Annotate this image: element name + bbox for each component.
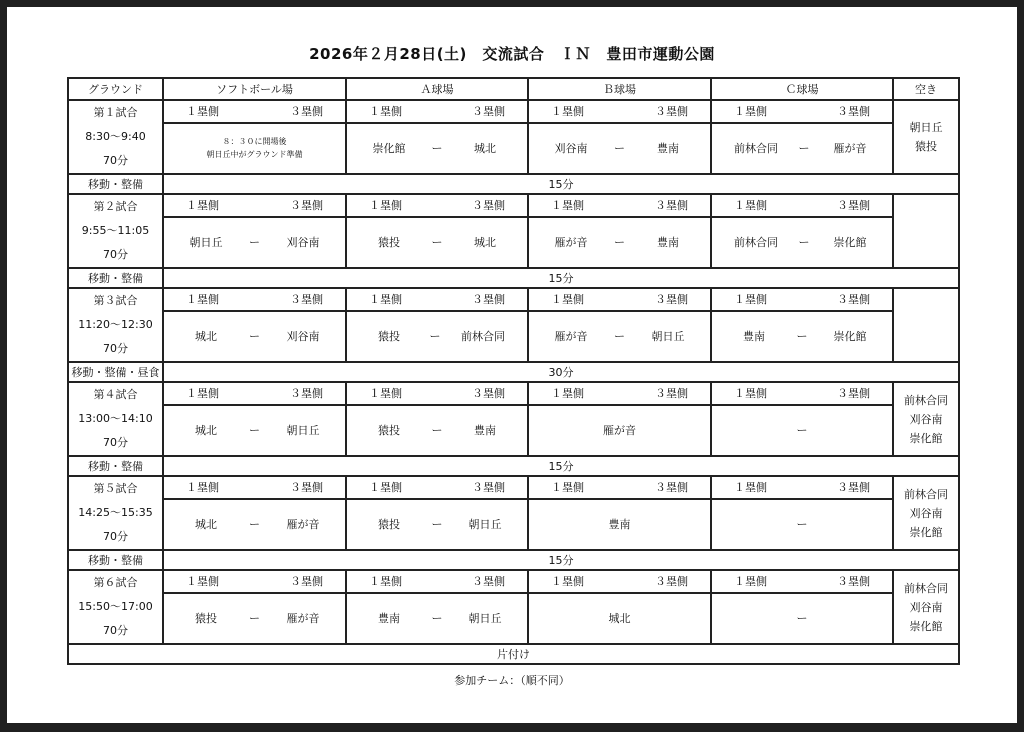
first-base-side-label: １塁側 bbox=[369, 387, 402, 401]
versus-dash: ー bbox=[249, 236, 260, 250]
game-single: 城北 bbox=[608, 612, 631, 626]
game-cell bbox=[528, 593, 711, 644]
game-cell bbox=[346, 405, 528, 456]
slot-match-row bbox=[68, 593, 959, 644]
slot-name: 第５試合 bbox=[93, 482, 138, 495]
game-cell bbox=[711, 217, 893, 268]
team-first-base: 城北 bbox=[195, 518, 217, 532]
slot-side-row bbox=[68, 382, 959, 405]
matchup bbox=[712, 234, 892, 250]
team-first-base: 刈谷南 bbox=[554, 142, 588, 156]
available-team: 刈谷南 bbox=[909, 600, 943, 614]
third-base-side-label: ３塁側 bbox=[837, 481, 870, 495]
side-labels bbox=[163, 288, 346, 311]
header-ground: グラウンド bbox=[68, 78, 163, 100]
first-base-side-label: １塁側 bbox=[734, 105, 767, 119]
side-labels bbox=[711, 288, 893, 311]
side-pair bbox=[164, 291, 345, 308]
side-pair bbox=[529, 291, 710, 308]
available-team: 崇化館 bbox=[909, 431, 943, 445]
team-third-base: 朝日丘 bbox=[286, 424, 320, 438]
versus-dash: ー bbox=[614, 330, 625, 344]
available-team: 崇化館 bbox=[909, 525, 943, 539]
slot-match-row bbox=[68, 311, 959, 362]
break-row bbox=[68, 456, 959, 476]
slot-duration: 70分 bbox=[103, 154, 128, 167]
game-note: ８：３０に開場後 bbox=[222, 137, 287, 147]
slot-name: 第２試合 bbox=[93, 200, 138, 213]
matchup bbox=[347, 516, 527, 532]
first-base-side-label: １塁側 bbox=[551, 387, 584, 401]
game-single: ー bbox=[796, 612, 808, 626]
matchup bbox=[164, 516, 345, 532]
game-note: 朝日丘中がグラウンド準備 bbox=[206, 150, 303, 160]
team-first-base: 朝日丘 bbox=[189, 236, 223, 250]
slot-match-row bbox=[68, 217, 959, 268]
side-labels bbox=[711, 570, 893, 593]
versus-dash: ー bbox=[429, 330, 441, 344]
matchup bbox=[164, 422, 345, 438]
team-first-base: 前林合同 bbox=[734, 142, 778, 156]
side-pair bbox=[712, 385, 892, 402]
side-labels bbox=[528, 100, 711, 123]
third-base-side-label: ３塁側 bbox=[290, 105, 323, 119]
available-teams bbox=[893, 570, 959, 644]
break-duration: 15分 bbox=[163, 456, 959, 476]
third-base-side-label: ３塁側 bbox=[290, 575, 323, 589]
game-cell bbox=[346, 499, 528, 550]
first-base-side-label: １塁側 bbox=[369, 481, 402, 495]
side-labels bbox=[528, 476, 711, 499]
side-pair bbox=[347, 385, 527, 402]
slot-info bbox=[68, 288, 163, 362]
side-pair bbox=[347, 103, 527, 120]
schedule-table bbox=[67, 77, 960, 665]
versus-dash: ー bbox=[249, 612, 260, 626]
break-duration: 15分 bbox=[163, 550, 959, 570]
header-field-b: Ｂ球場 bbox=[528, 78, 711, 100]
available-team: 刈谷南 bbox=[909, 506, 943, 520]
first-base-side-label: １塁側 bbox=[186, 481, 219, 495]
first-base-side-label: １塁側 bbox=[186, 105, 219, 119]
matchup bbox=[347, 422, 527, 438]
break-label: 移動・整備 bbox=[68, 456, 163, 476]
team-first-base: 城北 bbox=[195, 330, 217, 344]
side-labels bbox=[346, 382, 528, 405]
side-labels bbox=[528, 570, 711, 593]
available-team: 前林合同 bbox=[904, 487, 948, 501]
side-pair bbox=[712, 103, 892, 120]
first-base-side-label: １塁側 bbox=[734, 293, 767, 307]
third-base-side-label: ３塁側 bbox=[290, 481, 323, 495]
matchup bbox=[712, 140, 892, 156]
third-base-side-label: ３塁側 bbox=[472, 481, 505, 495]
break-duration: 30分 bbox=[163, 362, 959, 382]
available-teams bbox=[893, 288, 959, 362]
matchup bbox=[712, 328, 892, 344]
available-team: 崇化館 bbox=[909, 619, 943, 633]
third-base-side-label: ３塁側 bbox=[472, 387, 505, 401]
versus-dash: ー bbox=[431, 424, 443, 438]
versus-dash: ー bbox=[249, 330, 260, 344]
slot-info bbox=[68, 476, 163, 550]
side-pair bbox=[347, 197, 527, 214]
side-pair bbox=[529, 103, 710, 120]
side-pair bbox=[164, 103, 345, 120]
team-first-base: 前林合同 bbox=[734, 236, 778, 250]
side-labels bbox=[528, 382, 711, 405]
third-base-side-label: ３塁側 bbox=[655, 481, 688, 495]
available-team: 前林合同 bbox=[904, 393, 948, 407]
side-labels bbox=[346, 476, 528, 499]
slot-side-row bbox=[68, 194, 959, 217]
game-cell bbox=[711, 499, 893, 550]
game-cell bbox=[163, 593, 346, 644]
team-third-base: 豊南 bbox=[657, 142, 679, 156]
team-first-base: 猿投 bbox=[378, 424, 400, 438]
header-available: 空き bbox=[893, 78, 959, 100]
first-base-side-label: １塁側 bbox=[734, 199, 767, 213]
side-labels bbox=[163, 382, 346, 405]
side-labels bbox=[346, 288, 528, 311]
team-third-base: 雁が音 bbox=[833, 142, 867, 156]
team-third-base: 前林合同 bbox=[461, 330, 505, 344]
first-base-side-label: １塁側 bbox=[186, 387, 219, 401]
first-base-side-label: １塁側 bbox=[734, 575, 767, 589]
side-labels bbox=[163, 100, 346, 123]
matchup bbox=[529, 140, 710, 156]
header-field-c: Ｃ球場 bbox=[711, 78, 893, 100]
versus-dash: ー bbox=[249, 518, 260, 532]
first-base-side-label: １塁側 bbox=[186, 199, 219, 213]
first-base-side-label: １塁側 bbox=[734, 387, 767, 401]
matchup bbox=[347, 234, 527, 250]
team-first-base: 猿投 bbox=[378, 518, 400, 532]
slot-match-row bbox=[68, 405, 959, 456]
break-label: 移動・整備 bbox=[68, 174, 163, 194]
team-first-base: 城北 bbox=[195, 424, 217, 438]
versus-dash: ー bbox=[431, 236, 443, 250]
side-labels bbox=[711, 194, 893, 217]
team-third-base: 城北 bbox=[474, 142, 496, 156]
slot-time: 15:50～17:00 bbox=[78, 600, 153, 613]
slot-duration: 70分 bbox=[103, 248, 128, 261]
side-pair bbox=[712, 197, 892, 214]
side-labels bbox=[711, 382, 893, 405]
third-base-side-label: ３塁側 bbox=[655, 199, 688, 213]
team-third-base: 雁が音 bbox=[286, 612, 320, 626]
side-pair bbox=[347, 479, 527, 496]
side-pair bbox=[529, 197, 710, 214]
third-base-side-label: ３塁側 bbox=[472, 105, 505, 119]
available-teams bbox=[893, 476, 959, 550]
side-pair bbox=[347, 573, 527, 590]
team-third-base: 朝日丘 bbox=[468, 612, 502, 626]
third-base-side-label: ３塁側 bbox=[837, 575, 870, 589]
game-single: ー bbox=[796, 518, 808, 532]
game-cell bbox=[163, 405, 346, 456]
slot-time: 11:20～12:30 bbox=[78, 318, 153, 331]
slot-info bbox=[68, 194, 163, 268]
first-base-side-label: １塁側 bbox=[186, 575, 219, 589]
side-pair bbox=[529, 479, 710, 496]
game-cell bbox=[163, 217, 346, 268]
side-labels bbox=[711, 100, 893, 123]
slot-time: 8:30～9:40 bbox=[85, 130, 146, 143]
game-cell bbox=[346, 217, 528, 268]
side-pair bbox=[712, 291, 892, 308]
versus-dash: ー bbox=[249, 424, 260, 438]
available-team: 刈谷南 bbox=[909, 412, 943, 426]
slot-duration: 70分 bbox=[103, 436, 128, 449]
break-label: 移動・整備 bbox=[68, 268, 163, 288]
slot-name: 第１試合 bbox=[93, 106, 138, 119]
third-base-side-label: ３塁側 bbox=[655, 105, 688, 119]
first-base-side-label: １塁側 bbox=[551, 293, 584, 307]
break-row bbox=[68, 268, 959, 288]
side-pair bbox=[529, 385, 710, 402]
break-label: 移動・整備・昼食 bbox=[68, 362, 163, 382]
side-labels bbox=[163, 194, 346, 217]
side-pair bbox=[164, 573, 345, 590]
available-team: 猿投 bbox=[915, 140, 937, 153]
game-cell bbox=[163, 123, 346, 174]
slot-info bbox=[68, 100, 163, 174]
third-base-side-label: ３塁側 bbox=[472, 199, 505, 213]
break-row bbox=[68, 174, 959, 194]
matchup bbox=[529, 328, 710, 344]
game-cell bbox=[528, 123, 711, 174]
team-third-base: 刈谷南 bbox=[286, 330, 320, 344]
game-single: 豊南 bbox=[608, 518, 631, 532]
game-cell bbox=[163, 499, 346, 550]
third-base-side-label: ３塁側 bbox=[837, 293, 870, 307]
slot-duration: 70分 bbox=[103, 530, 128, 543]
side-pair bbox=[712, 573, 892, 590]
game-single: ー bbox=[796, 424, 808, 438]
game-cell bbox=[711, 405, 893, 456]
available-teams bbox=[893, 194, 959, 268]
break-row bbox=[68, 550, 959, 570]
third-base-side-label: ３塁側 bbox=[472, 293, 505, 307]
page-title: 2026年２月28日(土) 交流試合 ＩＮ 豊田市運動公園 bbox=[309, 45, 715, 63]
slot-info bbox=[68, 382, 163, 456]
game-cell bbox=[711, 593, 893, 644]
first-base-side-label: １塁側 bbox=[551, 481, 584, 495]
team-first-base: 豊南 bbox=[743, 330, 765, 344]
game-cell bbox=[528, 311, 711, 362]
first-base-side-label: １塁側 bbox=[551, 105, 584, 119]
third-base-side-label: ３塁側 bbox=[837, 105, 870, 119]
slot-info bbox=[68, 570, 163, 644]
first-base-side-label: １塁側 bbox=[369, 105, 402, 119]
third-base-side-label: ３塁側 bbox=[655, 575, 688, 589]
first-base-side-label: １塁側 bbox=[551, 199, 584, 213]
versus-dash: ー bbox=[798, 142, 810, 156]
versus-dash: ー bbox=[798, 236, 810, 250]
side-labels bbox=[163, 570, 346, 593]
game-cell bbox=[163, 311, 346, 362]
matchup bbox=[347, 328, 527, 344]
side-labels bbox=[346, 570, 528, 593]
team-third-base: 崇化館 bbox=[833, 330, 867, 344]
game-cell bbox=[346, 311, 528, 362]
side-pair bbox=[347, 291, 527, 308]
versus-dash: ー bbox=[431, 142, 443, 156]
team-first-base: 猿投 bbox=[378, 330, 400, 344]
team-third-base: 雁が音 bbox=[286, 518, 320, 532]
third-base-side-label: ３塁側 bbox=[290, 293, 323, 307]
slot-side-row bbox=[68, 288, 959, 311]
side-pair bbox=[529, 573, 710, 590]
break-row bbox=[68, 362, 959, 382]
third-base-side-label: ３塁側 bbox=[290, 387, 323, 401]
header-softball-field: ソフトボール場 bbox=[163, 78, 346, 100]
first-base-side-label: １塁側 bbox=[551, 575, 584, 589]
break-label: 移動・整備 bbox=[68, 550, 163, 570]
slot-time: 13:00～14:10 bbox=[78, 412, 153, 425]
slot-time: 14:25～15:35 bbox=[78, 506, 153, 519]
team-third-base: 朝日丘 bbox=[468, 518, 502, 532]
team-first-base: 雁が音 bbox=[554, 236, 588, 250]
first-base-side-label: １塁側 bbox=[369, 293, 402, 307]
game-cell bbox=[711, 311, 893, 362]
slot-duration: 70分 bbox=[103, 624, 128, 637]
header-field-a: Ａ球場 bbox=[346, 78, 528, 100]
break-duration: 15分 bbox=[163, 174, 959, 194]
third-base-side-label: ３塁側 bbox=[290, 199, 323, 213]
versus-dash: ー bbox=[796, 330, 808, 344]
side-pair bbox=[164, 197, 345, 214]
team-first-base: 崇化館 bbox=[372, 142, 406, 156]
side-labels bbox=[346, 100, 528, 123]
game-cell bbox=[528, 405, 711, 456]
first-base-side-label: １塁側 bbox=[734, 481, 767, 495]
game-cell bbox=[528, 217, 711, 268]
available-team: 朝日丘 bbox=[909, 121, 943, 134]
side-labels bbox=[711, 476, 893, 499]
matchup bbox=[164, 234, 345, 250]
slot-name: 第４試合 bbox=[93, 388, 138, 401]
team-third-base: 豊南 bbox=[474, 424, 496, 438]
slot-time: 9:55～11:05 bbox=[81, 224, 150, 237]
break-duration: 15分 bbox=[163, 268, 959, 288]
team-third-base: 朝日丘 bbox=[651, 330, 685, 344]
versus-dash: ー bbox=[431, 518, 443, 532]
available-teams bbox=[893, 382, 959, 456]
slot-side-row bbox=[68, 570, 959, 593]
side-labels bbox=[346, 194, 528, 217]
available-team: 前林合同 bbox=[904, 581, 948, 595]
third-base-side-label: ３塁側 bbox=[655, 387, 688, 401]
matchup bbox=[347, 610, 527, 626]
team-first-base: 猿投 bbox=[378, 236, 400, 250]
third-base-side-label: ３塁側 bbox=[837, 387, 870, 401]
slot-name: 第３試合 bbox=[93, 294, 138, 307]
matchup bbox=[347, 140, 527, 156]
team-third-base: 城北 bbox=[474, 236, 496, 250]
slot-side-row bbox=[68, 476, 959, 499]
game-cell bbox=[346, 593, 528, 644]
versus-dash: ー bbox=[614, 142, 625, 156]
slot-match-row bbox=[68, 499, 959, 550]
first-base-side-label: １塁側 bbox=[369, 575, 402, 589]
team-first-base: 雁が音 bbox=[554, 330, 588, 344]
slot-name: 第６試合 bbox=[93, 576, 138, 589]
team-third-base: 豊南 bbox=[657, 236, 679, 250]
third-base-side-label: ３塁側 bbox=[655, 293, 688, 307]
side-labels bbox=[528, 194, 711, 217]
side-labels bbox=[528, 288, 711, 311]
header-row bbox=[68, 78, 959, 100]
matchup bbox=[529, 234, 710, 250]
versus-dash: ー bbox=[431, 612, 443, 626]
side-pair bbox=[164, 385, 345, 402]
game-single: 雁が音 bbox=[603, 424, 636, 438]
versus-dash: ー bbox=[614, 236, 625, 250]
first-base-side-label: １塁側 bbox=[369, 199, 402, 213]
matchup bbox=[164, 610, 345, 626]
side-pair bbox=[164, 479, 345, 496]
game-cell bbox=[711, 123, 893, 174]
available-teams bbox=[893, 100, 959, 174]
third-base-side-label: ３塁側 bbox=[837, 199, 870, 213]
team-first-base: 猿投 bbox=[195, 612, 217, 626]
team-first-base: 豊南 bbox=[378, 612, 400, 626]
cleanup-label: 片付け bbox=[68, 644, 959, 664]
cleanup-row bbox=[68, 644, 959, 664]
slot-duration: 70分 bbox=[103, 342, 128, 355]
team-third-base: 刈谷南 bbox=[286, 236, 320, 250]
game-cell bbox=[528, 499, 711, 550]
third-base-side-label: ３塁側 bbox=[472, 575, 505, 589]
first-base-side-label: １塁側 bbox=[186, 293, 219, 307]
participating-teams-label: 参加チーム：（順不同） bbox=[454, 674, 570, 687]
team-third-base: 崇化館 bbox=[833, 236, 867, 250]
side-labels bbox=[163, 476, 346, 499]
side-pair bbox=[712, 479, 892, 496]
slot-match-row bbox=[68, 123, 959, 174]
matchup bbox=[164, 328, 345, 344]
slot-side-row bbox=[68, 100, 959, 123]
game-cell bbox=[346, 123, 528, 174]
